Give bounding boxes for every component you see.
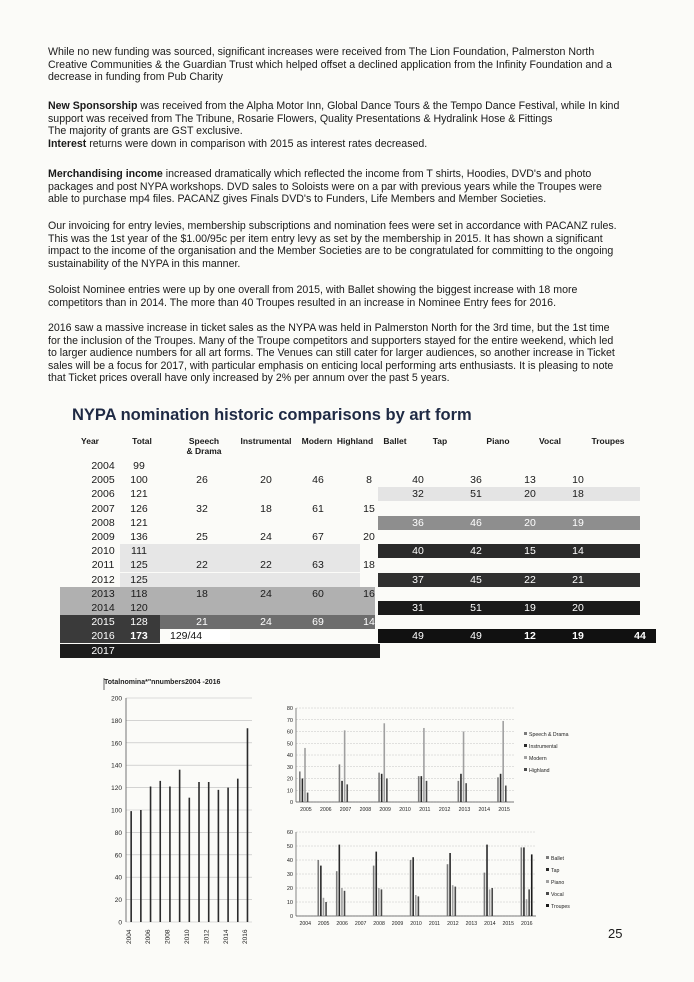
x-tick-label: 2010: [399, 807, 411, 813]
x-tick-label: 2006: [319, 807, 332, 813]
legend-label: Vocal: [551, 892, 564, 898]
soloist-text: Soloist Nominee entries were up by one overall from 2015, with Ballet showing the biggest increase with 18 more competitors than in 2014. The more than 40 Troupes resulted in an increase in Nominee Entry fees for 2016.: [48, 284, 578, 309]
bar-speech-drama-2013: [458, 781, 460, 802]
cell-year: 2007: [91, 502, 115, 515]
cell-year: 2016: [91, 630, 115, 643]
x-tick-label: 2010: [410, 921, 422, 927]
cell-tap: 36: [470, 474, 482, 487]
legend-swatch: [546, 892, 549, 895]
bar-ballet-2016: [521, 847, 523, 916]
bar-tap-2012: [449, 853, 451, 916]
cell-troupes: 44: [634, 630, 646, 643]
cell-modern: 60: [312, 587, 324, 600]
bar-tap-2006: [339, 845, 341, 916]
x-tick-label: 2014: [222, 929, 230, 944]
paragraph-ticket-sales: [48, 322, 620, 385]
bar-tap-2005: [320, 866, 322, 916]
x-tick-label: 2011: [419, 807, 431, 813]
legend-label: Troupes: [551, 904, 570, 910]
cell-piano: 20: [524, 516, 536, 529]
bar-modern-2011: [423, 728, 425, 802]
bar-modern-2015: [502, 721, 504, 802]
y-tick-label: 60: [286, 830, 293, 837]
legend-swatch: [546, 856, 549, 859]
cell-speech: 18: [196, 587, 208, 600]
cell-year: 2005: [91, 474, 115, 487]
legend-swatch: [524, 732, 527, 735]
chart-title: Totalnomina*"nnumbers2004 -2016: [104, 679, 221, 686]
x-tick-label: 2007: [354, 921, 367, 927]
x-tick-label: 2004: [299, 921, 312, 927]
y-tick-label: 10: [286, 788, 293, 795]
cell-speech: 21: [196, 616, 208, 629]
gst-note: The majority of grants are GST exclusive.: [48, 125, 243, 138]
x-tick-label: 2016: [242, 929, 250, 944]
x-tick-label: 2016: [520, 921, 533, 927]
bar-instrumental-2013: [460, 774, 462, 802]
x-tick-label: 2008: [373, 921, 385, 927]
cell-ballet: 31: [412, 602, 424, 614]
y-tick-label: 50: [286, 741, 293, 748]
solo-chart-1: [278, 698, 588, 822]
cell-modern: 67: [312, 531, 324, 543]
sponsorship-heading: New Sponsorship: [48, 100, 138, 112]
y-tick-label: 160: [111, 740, 122, 748]
x-tick-label: 2008: [359, 807, 372, 813]
header-vocal: Vocal: [538, 436, 562, 446]
bar-ballet-2006: [336, 871, 338, 916]
y-tick-label: 30: [286, 872, 293, 879]
cell-vocal: 10: [572, 474, 584, 487]
bar-vocal-2005: [325, 902, 327, 916]
cell-piano: 15: [524, 545, 536, 558]
cell-total: 118: [130, 587, 148, 600]
legend-label: Speech & Drama: [529, 732, 569, 738]
y-tick-label: 20: [286, 776, 293, 783]
table-row: [60, 587, 650, 602]
total-chart-svg: [100, 676, 260, 946]
interest-text: returns were down in comparison with 2015 as interest rates decreased.: [86, 137, 428, 150]
bar-piano-2005: [323, 898, 325, 916]
table-row: [60, 644, 650, 659]
y-tick-label: 50: [286, 844, 293, 851]
legend-swatch: [524, 768, 527, 771]
cell-modern: 61: [312, 502, 324, 515]
bar-total-2015: [237, 779, 239, 922]
header-piano: Piano: [486, 436, 510, 446]
legend-label: Ballet: [551, 856, 564, 862]
y-tick-label: 30: [286, 764, 293, 771]
cell-total: 120: [130, 602, 148, 614]
cell-ballet: 49: [412, 630, 424, 643]
cell-tap: 51: [470, 488, 482, 501]
bar-tap-2008: [375, 852, 377, 916]
y-tick-label: 0: [118, 919, 122, 927]
interest-heading: Interest: [48, 137, 87, 150]
table-row: [60, 530, 650, 545]
table-row: [60, 516, 650, 531]
x-tick-label: 2013: [458, 807, 471, 813]
bar-vocal-2016: [528, 889, 530, 916]
legend-label: Highland: [529, 768, 550, 774]
cell-instr: 18: [260, 502, 272, 515]
table-row: [60, 601, 650, 616]
y-tick-label: 200: [111, 695, 122, 703]
cell-speech: 32: [196, 502, 208, 515]
cell-tap: 46: [470, 516, 482, 529]
bar-piano-2014: [489, 889, 491, 916]
cell-instr: 24: [260, 616, 272, 629]
cell-total: 126: [130, 502, 148, 515]
x-tick-label: 2005: [317, 921, 330, 927]
cell-instr: 24: [260, 531, 272, 543]
cell-year: 2009: [91, 531, 115, 543]
bar-speech-drama-2009: [378, 773, 380, 802]
x-tick-label: 2006: [145, 929, 153, 944]
paragraph-invoicing: [48, 220, 620, 270]
header-troupes: Troupes: [591, 436, 625, 446]
cell-piano: 20: [524, 488, 536, 501]
y-tick-label: 60: [286, 729, 293, 736]
bar-speech-drama-2005: [299, 771, 301, 802]
y-tick-label: 80: [286, 706, 293, 713]
x-tick-label: 2010: [184, 929, 191, 944]
bar-tap-2016: [523, 847, 525, 916]
cell-vocal: 14: [572, 545, 584, 558]
cell-total: 111: [131, 545, 147, 558]
bar-total-2016: [247, 728, 249, 922]
bar-speech-drama-2015: [497, 777, 499, 802]
header-total: Total: [132, 436, 152, 446]
y-tick-label: 20: [114, 897, 122, 905]
bar-piano-2008: [378, 888, 380, 916]
bar-vocal-2014: [491, 888, 493, 916]
bar-speech-drama-2007: [339, 764, 341, 802]
merchandising-heading: Merchandising income: [48, 168, 163, 180]
cell-vocal: 18: [572, 488, 584, 501]
bar-highland-2011: [426, 781, 428, 802]
cell-modern: 63: [312, 559, 324, 572]
cell-vocal: 21: [572, 573, 584, 586]
cell-year: 2017: [91, 644, 115, 657]
bar-modern-2007: [344, 730, 346, 802]
table-row: [60, 487, 650, 502]
cell-ballet: 37: [412, 573, 424, 586]
cell-total: 100: [130, 474, 148, 487]
bar-modern-2005: [304, 748, 306, 802]
bar-total-2014: [227, 788, 229, 922]
cell-total: 128: [130, 616, 148, 629]
table-row: [60, 459, 650, 474]
table-row: [60, 558, 650, 573]
legend-swatch: [524, 744, 527, 747]
solo-chart-2: [278, 826, 588, 938]
cell-vocal: 19: [572, 516, 584, 529]
bar-ballet-2012: [447, 864, 449, 916]
cell-highland: 14: [363, 616, 375, 629]
y-tick-label: 180: [111, 717, 122, 725]
cell-speech: 22: [196, 559, 208, 572]
y-tick-label: 80: [114, 829, 122, 837]
header-ballet: Ballet: [383, 436, 407, 446]
legend-label: Tap: [551, 868, 560, 874]
table-row: [60, 473, 650, 488]
bar-modern-2013: [463, 732, 465, 803]
ticket-sales-text: 2016 saw a massive increase in ticket sales as the NYPA was held in Palmerston North for the 3rd time, but the 1st time for the inclusion of the Troupes. Many of the Troupe competitors and supporters stayed for the entire weekend, which led to larger audience numbers for all art forms. The Venues can still cater for larger audiences, so another increase in Ticket sales will be a focus for 2017, with particular emphasis on enticing local performing arts enthusiasts. It is pleasing to note that Ticket prices overall have only increased by 2% per annum over the past 5 years.: [48, 322, 615, 385]
header-instrumental: Instrumental: [240, 436, 292, 446]
total-chart: [100, 676, 260, 946]
cell-year: 2006: [91, 488, 115, 501]
header-highland: Highland: [336, 436, 374, 446]
table-title: NYPA nomination historic comparisons by art form: [72, 406, 472, 424]
header-tap: Tap: [432, 436, 448, 446]
x-tick-label: 2012: [447, 921, 459, 927]
bar-piano-2012: [452, 885, 454, 916]
x-tick-label: 2009: [379, 807, 391, 813]
y-tick-label: 100: [111, 807, 122, 815]
cell-ballet: 36: [412, 516, 424, 529]
y-tick-label: 40: [114, 874, 122, 882]
cell-total: 125: [130, 559, 148, 572]
cell-total: 99: [133, 460, 145, 472]
paragraph-funding: [48, 46, 620, 84]
bar-total-2011: [198, 782, 200, 922]
solo-chart-2-svg: [278, 826, 588, 938]
cell-ballet: 32: [412, 488, 424, 501]
cell-ballet: 40: [412, 545, 424, 558]
header-modern: Modern: [301, 436, 333, 446]
cell-year: 2012: [91, 573, 115, 586]
bar-ballet-2014: [484, 873, 486, 916]
bar-vocal-2006: [344, 891, 346, 916]
cell-highland: 18: [363, 559, 375, 572]
cell-total: 125: [130, 573, 148, 586]
cell-tap: 42: [470, 545, 482, 558]
legend-swatch: [546, 880, 549, 883]
legend-label: Modern: [529, 756, 547, 762]
bar-speech-drama-2011: [418, 776, 420, 802]
bar-piano-2016: [526, 899, 528, 916]
bar-total-2006: [150, 786, 152, 922]
x-tick-label: 2004: [125, 929, 133, 944]
cell-year: 2015: [91, 616, 115, 629]
x-tick-label: 2015: [502, 921, 515, 927]
bar-vocal-2010: [418, 896, 420, 916]
invoicing-text: Our invoicing for entry levies, membership subscriptions and nomination fees were set in accordance with PACANZ rules. This was the 1st year of the $1.00/95c per item entry levy as set by the membership in 2015. It has shown a significant impact to the income of the organisation and the Member Societies are to be congratulated for committing to the ongoing sustainability of the NYPA in this manner.: [48, 220, 617, 270]
bar-vocal-2008: [381, 889, 383, 916]
x-tick-label: 2014: [478, 807, 491, 813]
bar-total-2005: [140, 810, 142, 922]
bar-highland-2013: [465, 783, 467, 802]
y-tick-label: 0: [289, 914, 293, 921]
cell-speech: 26: [196, 474, 208, 487]
legend-label: Piano: [551, 880, 565, 886]
cell-highland: 20: [363, 531, 375, 543]
bar-ballet-2008: [373, 866, 375, 916]
y-tick-label: 70: [286, 717, 293, 724]
cell-total: 121: [130, 488, 148, 501]
y-tick-label: 0: [289, 800, 293, 807]
x-tick-label: 2011: [428, 921, 441, 927]
bar-piano-2010: [415, 895, 417, 916]
cell-highland: 16: [363, 587, 375, 600]
cell-instr: 24: [260, 587, 272, 600]
cell-modern: 69: [312, 616, 324, 629]
cell-total: 173: [130, 630, 148, 643]
cell-tap: 45: [470, 573, 482, 586]
cell-year: 2011: [91, 559, 115, 572]
cell-highland: 8: [366, 474, 372, 487]
row-shading: [120, 544, 360, 558]
paragraph-soloist: [48, 284, 620, 309]
cell-piano: 12: [524, 630, 536, 643]
row-shading: [120, 573, 360, 587]
bar-total-2010: [189, 798, 191, 922]
solo-chart-1-svg: [278, 698, 588, 822]
paragraph-sponsorship: [48, 100, 620, 150]
cell-tap: 51: [470, 602, 482, 614]
bar-instrumental-2015: [500, 774, 502, 802]
header-speech: Speech & Drama: [186, 436, 222, 456]
cell-year: 2010: [91, 545, 115, 558]
y-tick-label: 20: [286, 886, 293, 893]
bar-total-2008: [169, 786, 171, 922]
bar-ballet-2010: [410, 860, 412, 916]
bar-highland-2007: [346, 784, 348, 802]
bar-modern-2009: [383, 723, 385, 802]
bar-ballet-2005: [317, 860, 319, 916]
bar-total-2007: [159, 781, 161, 922]
y-tick-label: 60: [114, 852, 122, 860]
bar-piano-2006: [341, 888, 343, 916]
cell-instr: 22: [260, 559, 272, 572]
page-number: 25: [608, 926, 623, 941]
x-tick-label: 2015: [498, 807, 510, 813]
bar-total-2009: [179, 770, 181, 922]
cell-year: 2004: [91, 460, 115, 472]
legend-swatch: [546, 904, 549, 907]
x-tick-label: 2008: [164, 929, 172, 944]
cell-tap: 49: [470, 630, 482, 643]
bar-instrumental-2005: [302, 779, 304, 803]
cell-year: 2013: [91, 587, 115, 600]
y-tick-label: 40: [286, 858, 293, 865]
y-tick-label: 140: [111, 762, 122, 770]
merchandising-text: increased dramatically which reflected the income from T shirts, Hoodies, DVD's and photo packages and post NYPA workshops. DVD sales to Soloists were on a par with previous years while the Troupes were able to purchase mp4 files. PACANZ gives Finals DVD's to Funders, Life Members and Member Societies.: [48, 168, 602, 206]
header-year: Year: [81, 436, 99, 446]
paragraph-merchandising: [48, 168, 620, 206]
x-tick-label: 2006: [336, 921, 348, 927]
cell-piano: 13: [524, 474, 536, 487]
bar-instrumental-2011: [421, 776, 423, 802]
table-row: [60, 544, 650, 559]
x-tick-label: 2009: [391, 921, 404, 927]
y-tick-label: 10: [286, 900, 293, 907]
x-tick-label: 2013: [465, 921, 478, 927]
bar-tap-2014: [486, 845, 488, 916]
sponsorship-text: was received from the Alpha Motor Inn, Global Dance Tours & the Tempo Dance Festival, while In kind support was received from The Tribune, Rosarie Flowers, Quality Presentations & Hydralink Hose & Fittings: [48, 100, 620, 125]
bar-instrumental-2009: [381, 774, 383, 802]
y-tick-label: 40: [286, 753, 293, 760]
table-row: [60, 573, 650, 588]
bar-instrumental-2007: [341, 781, 343, 802]
cell-piano: 22: [524, 573, 536, 586]
legend-label: Instrumental: [529, 744, 558, 750]
bar-total-2013: [218, 790, 220, 922]
bar-tap-2010: [412, 857, 414, 916]
cell-instr: 20: [260, 474, 272, 487]
bar-troupes-2016: [531, 854, 533, 916]
y-tick-label: 120: [111, 785, 122, 793]
table-row: [60, 615, 650, 630]
x-tick-label: 2007: [339, 807, 352, 813]
bar-total-2012: [208, 782, 210, 922]
cell-total: 136: [130, 531, 148, 543]
bar-highland-2015: [505, 786, 507, 802]
cell-year: 2008: [91, 516, 115, 529]
cell-total: 121: [130, 516, 148, 529]
cell-year: 2014: [91, 602, 115, 614]
bar-highland-2009: [386, 779, 388, 803]
cell-ballet: 40: [412, 474, 424, 487]
cell-vocal: 20: [572, 602, 584, 614]
legend-swatch: [524, 756, 527, 759]
bar-vocal-2012: [454, 887, 456, 916]
x-tick-label: 2014: [484, 921, 496, 927]
table-row: [60, 502, 650, 517]
x-tick-label: 2005: [300, 807, 312, 813]
cell-speech: 25: [196, 531, 208, 543]
x-tick-label: 2012: [203, 929, 211, 944]
cell-speech: 129/44: [170, 630, 230, 642]
cell-highland: 15: [363, 502, 375, 515]
table-row: [60, 629, 650, 644]
cell-modern: 46: [312, 474, 324, 487]
cell-piano: 19: [524, 602, 536, 614]
cell-vocal: 19: [572, 630, 584, 643]
bar-total-2004: [130, 811, 132, 922]
x-tick-label: 2012: [438, 807, 451, 813]
funding-text: While no new funding was sourced, significant increases were received from The Lion Foundation, Palmerston North Creative Communities & the Guardian Trust which helped offset a declined application from the Infinity Foundation and a decrease in funding from Pub Charity: [48, 46, 612, 84]
bar-highland-2005: [307, 793, 309, 802]
legend-swatch: [546, 868, 549, 871]
